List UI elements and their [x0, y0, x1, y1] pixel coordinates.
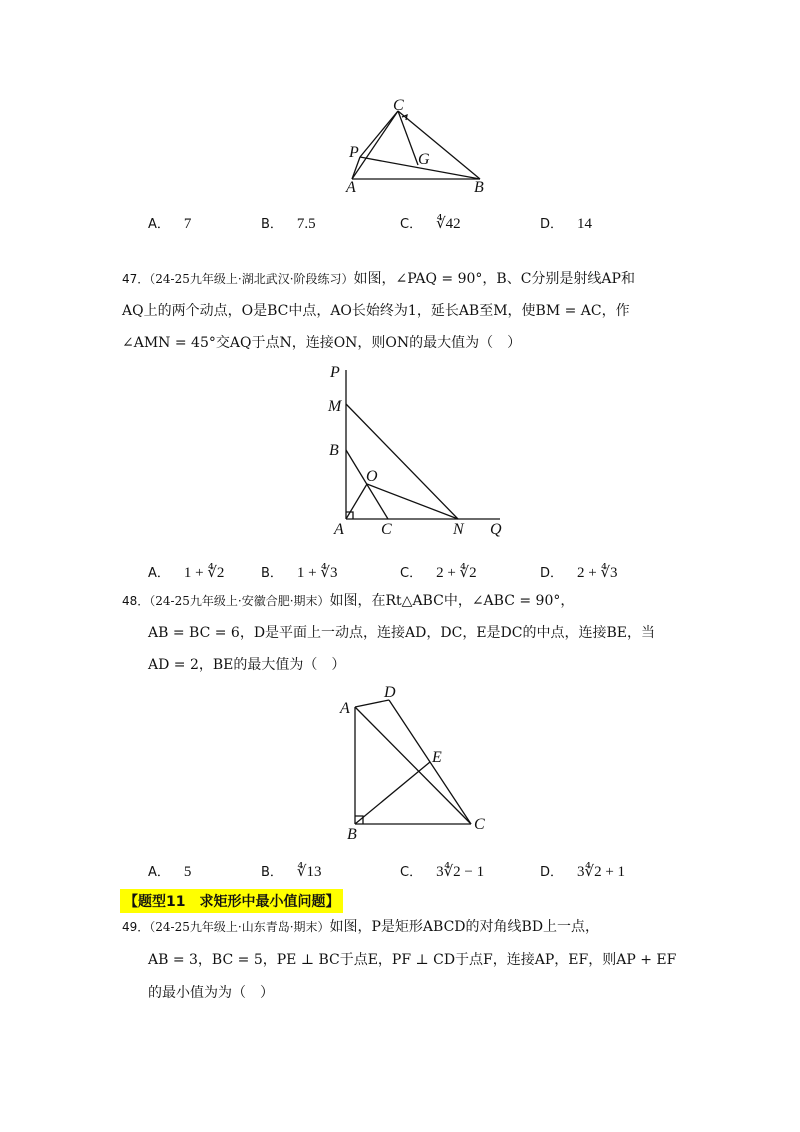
question-text: AB = BC = 6，D是平面上一动点，连接AD，DC，E是DC的中点，连接BE，当	[148, 625, 655, 641]
q49-line-3	[148, 983, 274, 1003]
option-value: 7	[183, 216, 192, 232]
option-label: D．	[540, 217, 564, 232]
label-B: B	[347, 826, 357, 843]
label-P: P	[330, 364, 340, 381]
option-label: B．	[261, 217, 283, 232]
question-number: 49．	[122, 920, 150, 934]
option-value: 5	[183, 864, 192, 880]
label-M: M	[328, 398, 342, 415]
option-value: 1 + ∜3	[296, 565, 338, 581]
option-value: 14	[577, 216, 593, 232]
q48-option-b[interactable]	[261, 861, 321, 881]
option-value: 3∜2 + 1	[577, 864, 626, 880]
label-C: C	[393, 97, 404, 114]
label-C: C	[381, 521, 392, 538]
q48-line-2	[148, 623, 655, 643]
q46-option-d[interactable]	[540, 213, 592, 233]
label-C: C	[474, 816, 485, 833]
question-source: （24-25九年级上·安徽合肥·期末）	[149, 594, 330, 608]
label-G: G	[418, 151, 430, 168]
q46-option-b[interactable]	[261, 213, 316, 233]
figure-q46	[330, 95, 500, 195]
q47-line-3	[122, 333, 521, 353]
label-A: A	[346, 179, 356, 195]
option-value: 2 + ∜2	[436, 565, 477, 581]
label-E: E	[432, 749, 442, 766]
option-value: ∜42	[436, 216, 461, 232]
question-text: AB = 3，BC = 5，PE ⊥ BC于点E，PF ⊥ CD于点F，连接AP，EF，则AP + EF	[148, 952, 677, 968]
question-number: 48．	[122, 594, 150, 608]
label-O: O	[366, 468, 378, 485]
figure-q47	[320, 360, 520, 540]
label-B: B	[474, 179, 484, 195]
q47-option-a[interactable]	[148, 562, 224, 582]
question-source: （24-25九年级上·山东青岛·期末）	[149, 920, 330, 934]
label-Q: Q	[490, 521, 502, 538]
option-value: 1 + ∜2	[183, 565, 225, 581]
question-text: ∠AMN = 45°交AQ于点N，连接ON，则ON的最大值为（ ）	[122, 335, 522, 351]
option-label: D．	[540, 566, 564, 581]
label-A: A	[340, 700, 350, 717]
option-label: B．	[261, 566, 283, 581]
question-number: 47．	[122, 272, 150, 286]
q47-option-c[interactable]	[400, 562, 477, 582]
q49-line-1	[122, 917, 599, 937]
question-source: （24-25九年级上·湖北武汉·阶段练习）	[149, 272, 354, 286]
q48-option-a[interactable]	[148, 861, 191, 881]
question-text: 的最小值为为（ ）	[148, 985, 274, 1001]
option-label: B．	[261, 865, 283, 880]
option-value: 7.5	[296, 216, 316, 232]
q47-line-2	[122, 301, 630, 321]
option-label: C．	[400, 865, 423, 880]
q48-option-c[interactable]	[400, 861, 484, 881]
question-text: AD = 2，BE的最大值为（ ）	[148, 657, 346, 673]
q48-option-d[interactable]	[540, 861, 625, 881]
q48-line-1	[122, 591, 574, 611]
option-value: 3∜2 − 1	[436, 864, 485, 880]
label-D: D	[384, 684, 396, 701]
label-N: N	[453, 521, 464, 538]
question-text: 如图，在Rt△ABC中，∠ABC = 90°，	[329, 593, 575, 609]
option-label: C．	[400, 566, 423, 581]
option-value: ∜13	[296, 864, 322, 880]
label-P: P	[349, 144, 359, 161]
q46-option-a[interactable]	[148, 213, 191, 233]
label-B: B	[329, 442, 339, 459]
label-A: A	[334, 521, 344, 538]
q47-option-b[interactable]	[261, 562, 337, 582]
q47-option-d[interactable]	[540, 562, 618, 582]
option-label: C．	[400, 217, 423, 232]
q49-line-2	[148, 950, 676, 970]
question-text: AQ上的两个动点，O是BC中点，AO长始终为1，延长AB至M，使BM = AC，作	[122, 303, 630, 319]
question-text: 如图，P是矩形ABCD的对角线BD上一点，	[329, 919, 600, 935]
q47-line-1	[122, 269, 635, 289]
option-label: A．	[148, 865, 170, 880]
option-label: D．	[540, 865, 564, 880]
question-text: 如图，∠PAQ = 90°，B、C分别是射线AP和	[353, 271, 635, 287]
figure-q48	[335, 683, 495, 843]
section-banner: 【题型11 求矩形中最小值问题】	[120, 889, 343, 913]
q48-line-3	[148, 655, 345, 675]
q46-option-c[interactable]	[400, 213, 461, 233]
option-label: A．	[148, 566, 170, 581]
option-label: A．	[148, 217, 170, 232]
option-value: 2 + ∜3	[577, 565, 618, 581]
